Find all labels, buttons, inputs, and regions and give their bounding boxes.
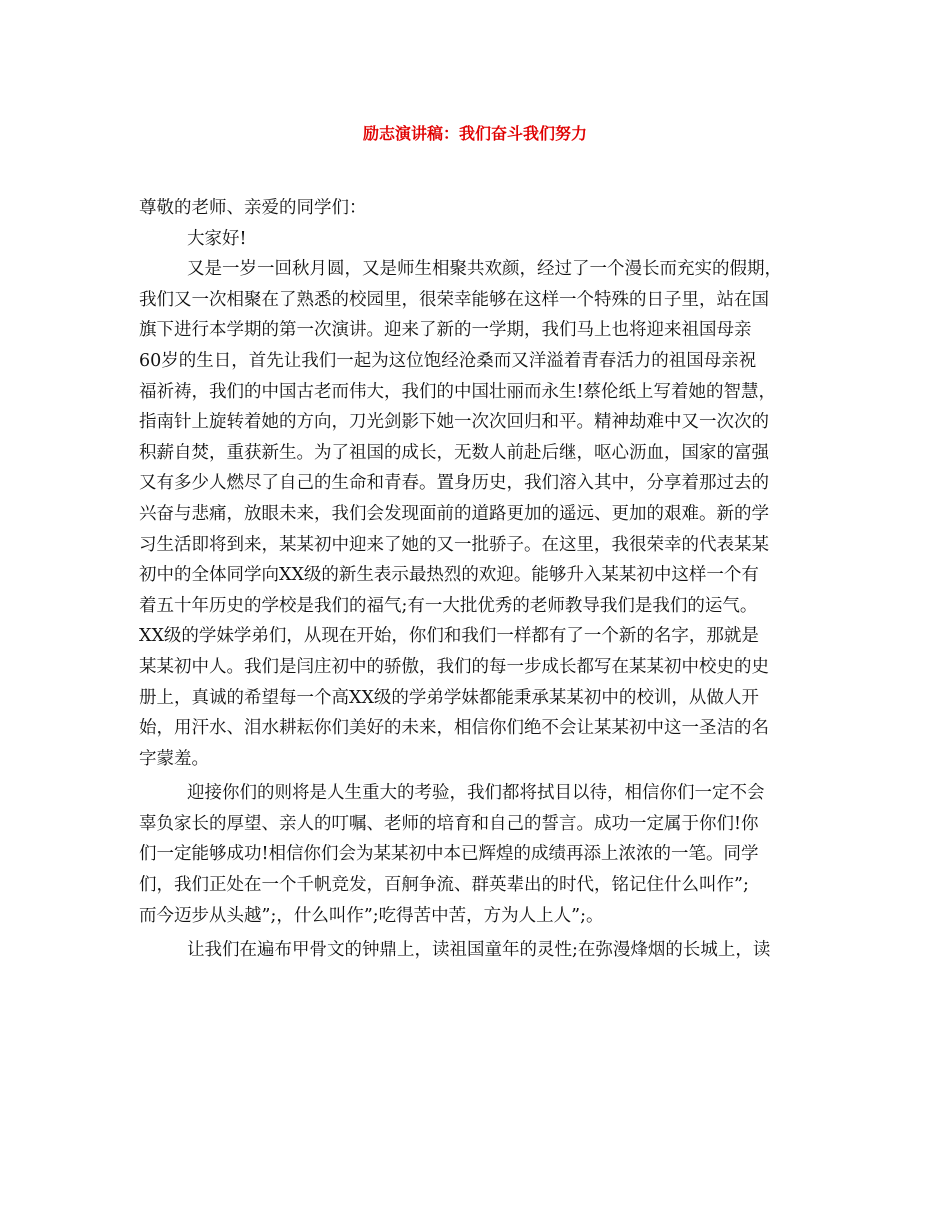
text-line: 而今迈步从头越”;，什么叫作”;吃得苦中苦，方为人上人”;。 [139,905,604,926]
greeting-line: 大家好! [187,228,247,249]
text-line: 们，我们正处在一个千帆竞发，百舸争流、群英辈出的时代，铭记住什么叫作”; [139,875,749,896]
document-body [139,193,813,966]
text-line: 又有多少人燃尽了自己的生命和青春。置身历史，我们溶入其中，分享着那过去的 [139,473,769,494]
text-line: 60岁的生日，首先让我们一起为这位饱经沧桑而又洋溢着青春活力的祖国母亲祝 [139,350,757,371]
text-line: 辜负家长的厚望、亲人的叮嘱、老师的培育和自己的誓言。成功一定属于你们!你 [139,813,759,834]
text-line: 字蒙羞。 [139,748,209,769]
text-line: 又是一岁一回秋月圆，又是师生相聚共欢颜，经过了一个漫长而充实的假期， [187,259,782,280]
text-line: 们一定能够成功!相信你们会为某某初中本已辉煌的成绩再添上浓浓的一笔。同学 [139,844,759,865]
text-line: 我们又一次相聚在了熟悉的校园里，很荣幸能够在这样一个特殊的日子里，站在国 [139,289,769,310]
text-line: 迎接你们的则将是人生重大的考验，我们都将拭目以待，相信你们一定不会 [187,783,765,804]
text-line: 让我们在遍布甲骨文的钟鼎上，读祖国童年的灵性;在弥漫烽烟的长城上，读 [187,940,771,961]
text-line: 着五十年历史的学校是我们的福气;有一大批优秀的老师教导我们是我们的运气。 [139,595,758,616]
text-line: 积薪自焚，重获新生。为了祖国的成长，无数人前赴后继，呕心沥血，国家的富强 [139,442,769,463]
text-line: 兴奋与悲痛，放眼未来，我们会发现面前的道路更加的遥远、更加的艰难。新的学 [139,503,769,524]
text-line: 福祈祷，我们的中国古老而伟大，我们的中国壮丽而永生!蔡伦纸上写着她的智慧， [139,381,777,402]
text-line: XX级的学妹学弟们，从现在开始，你们和我们一样都有了一个新的名字，那就是 [139,626,759,647]
text-line: 旗下进行本学期的第一次演讲。迎来了新的一学期，我们马上也将迎来祖国母亲 [139,320,752,341]
text-line: 册上，真诚的希望每一个高XX级的学弟学妹都能秉承某某初中的校训，从做人开 [139,687,759,708]
text-line: 某某初中人。我们是闫庄初中的骄傲，我们的每一步成长都写在某某初中校史的史 [139,656,769,677]
text-line: 习生活即将到来，某某初中迎来了她的又一批骄子。在这里，我很荣幸的代表某某 [139,534,769,555]
text-line: 始，用汗水、泪水耕耘你们美好的未来，相信你们绝不会让某某初中这一圣洁的名 [139,718,769,739]
document-title: 励志演讲稿：我们奋斗我们努力 [362,124,587,143]
text-line: 初中的全体同学向XX级的新生表示最热烈的欢迎。能够升入某某初中这样一个有 [139,565,759,586]
salutation-line: 尊敬的老师、亲爱的同学们： [139,198,367,218]
text-line: 指南针上旋转着她的方向，刀光剑影下她一次次回归和平。精神劫难中又一次次的 [139,412,769,433]
